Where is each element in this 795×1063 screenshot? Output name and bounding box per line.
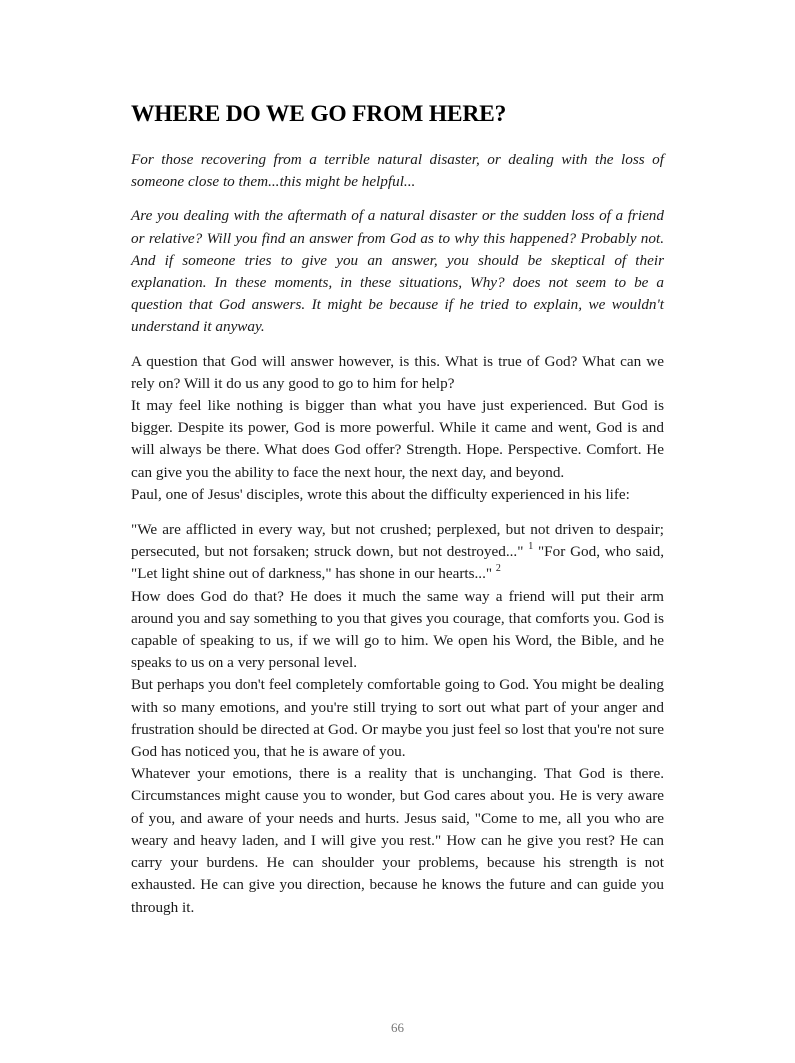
body-paragraph: A question that God will answer however, is this. What is true of God? What can we rely on? Will it do us any good to go to him for help?	[131, 352, 664, 392]
intro-paragraph: Are you dealing with the aftermath of a natural disaster or the sudden loss of a friend or relative? Will you find an answer from God as to why this happened? Probably not. And if someone tries to give you an answer, you should be skeptical of their explanation. In these moments, in these situations, Why? does not seem to be a question that God answers. It might be because if he tried to explain, we wouldn't understand it anyway.	[131, 207, 664, 336]
quote-text-2: "For God, who said, "Let light shine out of darkness," has shone in our hearts..."	[131, 543, 664, 583]
page-number: 66	[391, 1020, 404, 1035]
quote-text-1: "We are afflicted in every way, but not crushed; perplexed, but not driven to despair; persecuted, but not forsaken; struck down, but not destroyed..."	[131, 521, 664, 561]
page-content	[131, 98, 664, 919]
footnote-marker-1: 1	[528, 541, 534, 553]
body-paragraph: How does God do that? He does it much the same way a friend will put their arm around you and say something to you that gives you courage, that comforts you. God is capable of speaking to us, if we will go to him. We open his Word, the Bible, and he speaks to us on a very personal level.	[131, 587, 664, 672]
body-paragraph: Whatever your emotions, there is a reality that is unchanging. That God is there. Circumstances might cause you to wonder, but God cares about you. He is very aware of you, and aware of your needs and hurts. Jesus said, "Come to me, all you who are weary and heavy laden, and I will give you rest." How can he give you rest? He can carry your burdens. He can shoulder your problems, because his strength is not exhausted. He can give you direction, because he knows the future and can guide you through it.	[131, 765, 664, 916]
scripture-quote	[131, 519, 664, 586]
body-paragraph: Paul, one of Jesus' disciples, wrote this about the difficulty experienced in his life:	[131, 485, 630, 503]
body-section	[131, 351, 664, 919]
body-paragraph: But perhaps you don't feel completely comfortable going to God. You might be dealing with so many emotions, and you're still trying to sort out what part of your anger and frustration should be directed at God. Or maybe you just feel so lost that you're not sure God has noticed you, that he is aware of you.	[131, 676, 664, 761]
intro-paragraph: For those recovering from a terrible natural disaster, or dealing with the loss of someone close to them...this might be helpful...	[131, 151, 664, 191]
footnote-marker-2: 2	[495, 563, 501, 575]
intro-section	[131, 149, 664, 339]
body-paragraph: It may feel like nothing is bigger than what you have just experienced. But God is bigger. Despite its power, God is more powerful. While it came and went, God is and will always be there. What does God offer? Strength. Hope. Perspective. Comfort. He can give you the ability to face the next hour, the next day, and beyond.	[131, 397, 664, 481]
page-title: WHERE DO WE GO FROM HERE?	[131, 101, 507, 127]
